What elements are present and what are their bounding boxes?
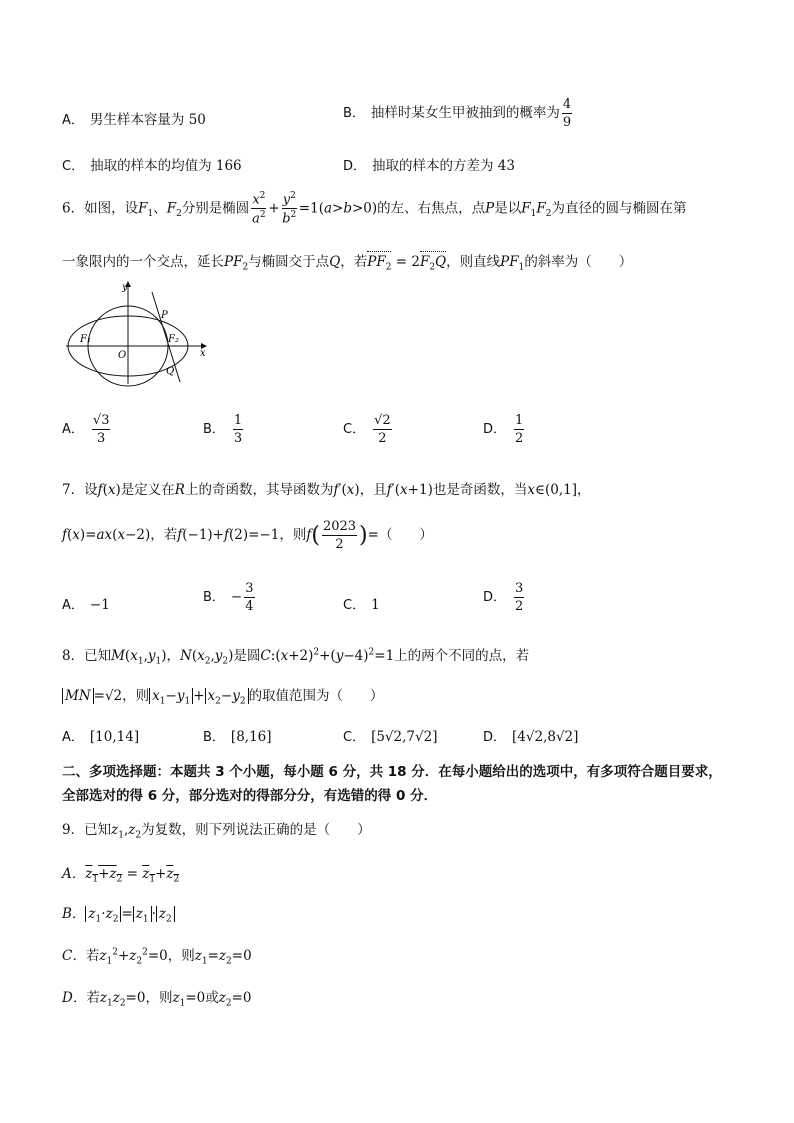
- q8-option-a[interactable]: A． [10,14]: [62, 729, 140, 745]
- option-label: C．: [62, 159, 85, 174]
- q6-option-b[interactable]: B． $\frac{1}{3}$: [203, 413, 243, 446]
- option-text: 抽取的样本的均值为 166: [90, 158, 242, 174]
- label-y: y: [122, 282, 128, 293]
- q6-option-c[interactable]: C． $\frac{√2}{2}$: [343, 413, 391, 446]
- fraction: $\frac{1}{3}$: [233, 413, 243, 446]
- label-f1: F₁: [80, 334, 91, 345]
- q9-stem: 9．已知$z_1,z_2$为复数，则下列说法正确的是（ ）: [62, 822, 371, 841]
- option-text: 抽取的样本的方差为 43: [372, 158, 515, 174]
- q6-stem-line2: 一象限内的一个交点，延长$PF_2$与椭圆交于点Q，若$PF_2 = 2F_2Q$，则直线$PF_1$的斜率为（ ）: [62, 254, 633, 273]
- label-f2: F₂: [168, 334, 179, 345]
- fraction: $\frac{1}{2}$: [515, 413, 524, 446]
- fraction: $\frac{√3}{3}$: [92, 413, 110, 446]
- q9-option-c[interactable]: C．若$z_1^2+z_2^2=0$，则$z_1=z_2=0$: [62, 947, 252, 967]
- label-q: Q: [166, 366, 175, 377]
- q8-option-b[interactable]: B． [8,16]: [203, 729, 272, 745]
- fraction: $\frac{3}{2}$: [515, 581, 524, 614]
- option-label: A．: [62, 113, 84, 128]
- q7-option-a[interactable]: A． −1: [62, 597, 110, 613]
- fraction: $\frac{3}{4}$: [245, 581, 254, 614]
- q7-option-b[interactable]: B． − $\frac{3}{4}$: [203, 581, 254, 614]
- q6-option-d[interactable]: D． $\frac{1}{2}$: [483, 413, 524, 446]
- q6-option-a[interactable]: A． $\frac{√3}{3}$: [62, 413, 110, 446]
- q5-option-d[interactable]: [343, 154, 515, 174]
- q7-stem-line2: f(x)=ax(x−2)，若f(−1)+f(2)=−1，则f( $\frac{2023}{2}$ )=（ ）: [62, 519, 433, 552]
- option-text: 男生样本容量为 50: [89, 112, 206, 128]
- q8-stem-line2: MN =√2，则 $x_1-y_1 + x_2-y_2$ 的取值范围为（ ）: [62, 684, 384, 707]
- q6-stem-line1: 6．如图，设$F_1$、$F_2$分别是椭圆 $\frac{x^2}{a^2}$ + $\frac{y^2}{b^2}$ =1(a>b>0)的左、右焦点，点P是以$F_1F_2$为直径的圆与椭圆在第: [62, 191, 687, 227]
- ellipse-circle-figure: [62, 278, 212, 388]
- option-label: B．: [343, 106, 365, 121]
- fraction: $\frac{4}{9}$: [562, 97, 572, 130]
- q9-option-d[interactable]: D．若$z_1z_2=0$，则$z_1=0$或$z_2=0$: [62, 990, 252, 1009]
- q5-option-c[interactable]: [62, 154, 242, 174]
- q8-option-c[interactable]: C． [5√2,7√2]: [343, 729, 438, 745]
- q7-option-c[interactable]: C． 1: [343, 597, 380, 613]
- q5-option-a[interactable]: [62, 108, 206, 128]
- label-p: P: [161, 310, 168, 321]
- label-o: O: [118, 350, 127, 361]
- option-text: 抽样时某女生甲被抽到的概率为: [370, 105, 560, 121]
- q7-stem-line1: 7．设f(x)是定义在R上的奇函数，其导函数为f′(x)，且f′(x+1)也是奇函数，当x∈(0,1]，: [62, 482, 591, 498]
- section-heading-multiple-choice: 二、多项选择题：本题共 3 个小题，每小题 6 分，共 18 分．在每小题给出的选项中，有多项符合题目要求，全部选对的得 6 分，部分选对的得部分分，有选错的得 0 分．: [62, 764, 722, 804]
- q8-option-d[interactable]: D． [4√2,8√2]: [483, 729, 579, 745]
- q9-option-b[interactable]: B． $z_1\cdot z_2 = z_1 \cdot z_2$: [62, 902, 175, 925]
- label-x: x: [200, 348, 206, 359]
- fraction: $\frac{√2}{2}$: [374, 413, 391, 446]
- q8-stem-line1: 8．已知$M(x_1,y_1)$，$N(x_2,y_2)$是圆$C:(x+2)^2+(y-4)^2=1$上的两个不同的点，若: [62, 647, 530, 667]
- q5-option-b[interactable]: [343, 98, 574, 129]
- option-label: D．: [343, 159, 367, 174]
- q7-option-d[interactable]: D． $\frac{3}{2}$: [483, 581, 524, 614]
- q9-option-a[interactable]: A．$z_1+z_2 = z_1+z_2$: [62, 866, 180, 885]
